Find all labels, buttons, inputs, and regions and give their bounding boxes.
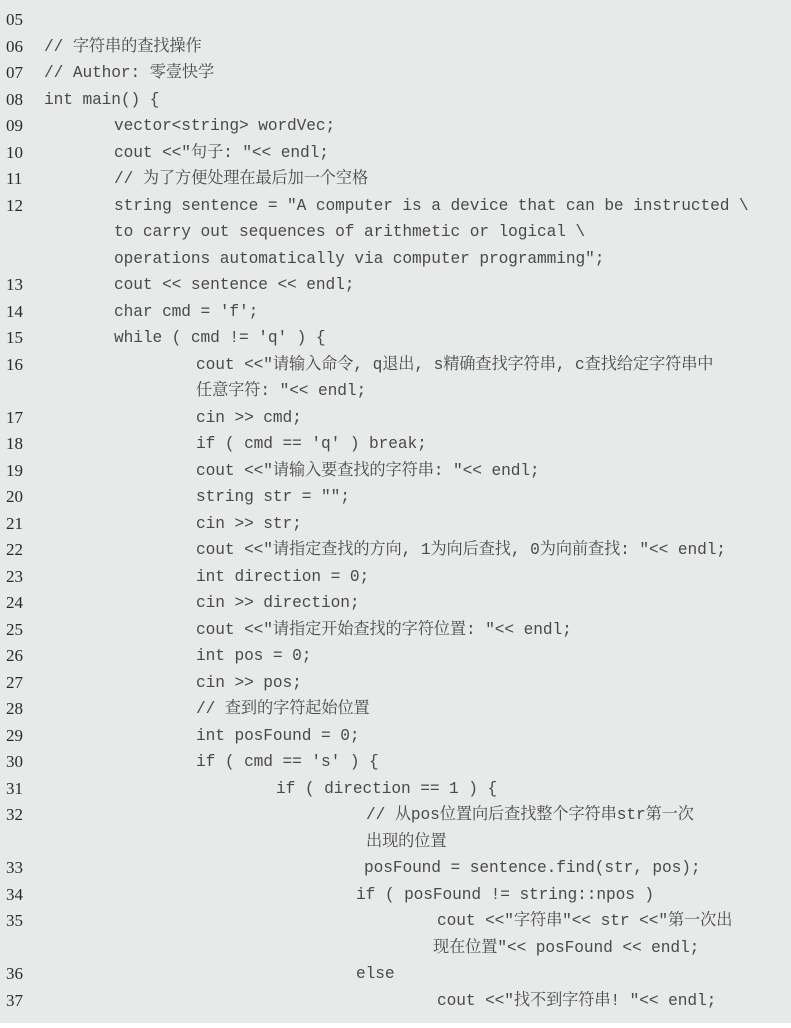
code-line <box>0 723 791 750</box>
code-line <box>0 113 791 140</box>
code-text: while ( cmd != 'q' ) { <box>114 329 326 347</box>
code-line <box>0 272 791 299</box>
code-line <box>0 802 791 829</box>
code-text: int posFound = 0; <box>196 726 360 745</box>
code-text: if ( cmd == 's' ) { <box>196 753 379 771</box>
code-text: string sentence = "A computer is a device that can be instructed \ <box>114 196 749 215</box>
line-number: 08 <box>6 89 23 109</box>
code-text: // 为了方便处理在最后加一个空格 <box>114 170 369 188</box>
line-number: 26 <box>6 646 23 665</box>
code-text: cout << sentence << endl; <box>114 276 355 294</box>
line-number: 31 <box>6 778 23 798</box>
code-text: cout <<"字符串"<< str <<"第一次出 <box>437 912 733 930</box>
code-line <box>0 34 791 61</box>
line-number: 17 <box>6 407 23 427</box>
code-text: cout <<"句子: "<< endl; <box>114 143 329 162</box>
code-text: cout <<"请输入要查找的字符串: "<< endl; <box>196 461 540 480</box>
code-block <box>0 7 791 1014</box>
line-number: 37 <box>6 990 23 1010</box>
code-text: // Author: 零壹快学 <box>44 64 215 82</box>
code-text: if ( cmd == 'q' ) break; <box>196 435 427 453</box>
code-text: 出现的位置 <box>366 832 447 851</box>
code-line <box>0 325 791 352</box>
code-text: else <box>356 965 395 983</box>
code-text: cin >> pos; <box>196 673 302 692</box>
code-line <box>0 882 791 909</box>
line-number: 32 <box>6 805 23 824</box>
code-text: // 查到的字符起始位置 <box>196 700 370 718</box>
code-line <box>0 7 791 34</box>
line-number: 23 <box>6 566 23 586</box>
code-text: if ( direction == 1 ) { <box>276 779 498 798</box>
line-number: 34 <box>6 884 23 904</box>
line-number: 33 <box>6 858 23 877</box>
line-number: 24 <box>6 593 23 612</box>
code-line-continuation <box>0 378 791 405</box>
code-line <box>0 855 791 882</box>
line-number: 10 <box>6 142 23 162</box>
code-text: int direction = 0; <box>196 567 370 586</box>
code-line-continuation <box>0 829 791 856</box>
line-number: 19 <box>6 460 23 480</box>
line-number: 25 <box>6 619 23 639</box>
code-line <box>0 431 791 458</box>
line-number: 14 <box>6 301 23 321</box>
line-number: 35 <box>6 911 23 930</box>
line-number: 05 <box>6 10 23 29</box>
code-line <box>0 352 791 379</box>
code-text: to carry out sequences of arithmetic or logical \ <box>114 223 586 241</box>
line-number: 29 <box>6 725 23 745</box>
code-line <box>0 776 791 803</box>
code-text: // 字符串的查找操作 <box>44 37 202 56</box>
code-line <box>0 670 791 697</box>
line-number: 21 <box>6 513 23 533</box>
code-line <box>0 511 791 538</box>
line-number: 28 <box>6 699 23 718</box>
code-line <box>0 405 791 432</box>
code-text: 任意字符: "<< endl; <box>196 382 367 400</box>
code-line <box>0 749 791 776</box>
code-line <box>0 140 791 167</box>
line-number: 07 <box>6 63 23 82</box>
code-line <box>0 60 791 87</box>
code-text: // 从pos位置向后查找整个字符串str第一次 <box>366 806 694 824</box>
code-line <box>0 166 791 193</box>
code-text: posFound = sentence.find(str, pos); <box>364 859 701 877</box>
code-line <box>0 87 791 114</box>
code-line <box>0 484 791 511</box>
code-line <box>0 537 791 564</box>
code-line <box>0 696 791 723</box>
code-text: cout <<"请输入命令, q退出, s精确查找字符串, c查找给定字符串中 <box>196 355 714 374</box>
line-number: 06 <box>6 36 23 56</box>
code-text: cin >> cmd; <box>196 408 302 427</box>
line-number: 20 <box>6 487 23 506</box>
code-text: 现在位置"<< posFound << endl; <box>433 938 700 957</box>
code-text: operations automatically via computer programming"; <box>114 249 605 268</box>
line-number: 36 <box>6 964 23 983</box>
code-line-continuation <box>0 246 791 273</box>
code-line <box>0 590 791 617</box>
line-number: 13 <box>6 275 23 294</box>
code-text: if ( posFound != string::npos ) <box>356 885 655 904</box>
code-text: int pos = 0; <box>196 647 312 665</box>
line-number: 18 <box>6 434 23 453</box>
code-text: cin >> str; <box>196 514 302 533</box>
code-line <box>0 908 791 935</box>
code-text: cin >> direction; <box>196 594 360 612</box>
line-number: 27 <box>6 672 23 692</box>
line-number: 15 <box>6 328 23 347</box>
code-text: cout <<"请指定开始查找的字符位置: "<< endl; <box>196 620 572 639</box>
line-number: 12 <box>6 195 23 215</box>
code-line <box>0 617 791 644</box>
code-text: string str = ""; <box>196 488 350 506</box>
line-number: 22 <box>6 540 23 559</box>
code-line <box>0 988 791 1015</box>
code-line <box>0 564 791 591</box>
line-number: 09 <box>6 116 23 135</box>
line-number: 16 <box>6 354 23 374</box>
code-line <box>0 299 791 326</box>
line-number: 30 <box>6 752 23 771</box>
code-line <box>0 961 791 988</box>
code-text: vector<string> wordVec; <box>114 117 336 135</box>
code-text: int main() { <box>44 90 160 109</box>
code-text: char cmd = 'f'; <box>114 302 259 321</box>
code-line-continuation <box>0 935 791 962</box>
code-text: cout <<"请指定查找的方向, 1为向后查找, 0为向前查找: "<< endl; <box>196 541 726 559</box>
code-line <box>0 643 791 670</box>
code-line-continuation <box>0 219 791 246</box>
code-text: cout <<"找不到字符串! "<< endl; <box>437 991 717 1010</box>
code-line <box>0 458 791 485</box>
code-line <box>0 193 791 220</box>
line-number: 11 <box>6 169 23 188</box>
